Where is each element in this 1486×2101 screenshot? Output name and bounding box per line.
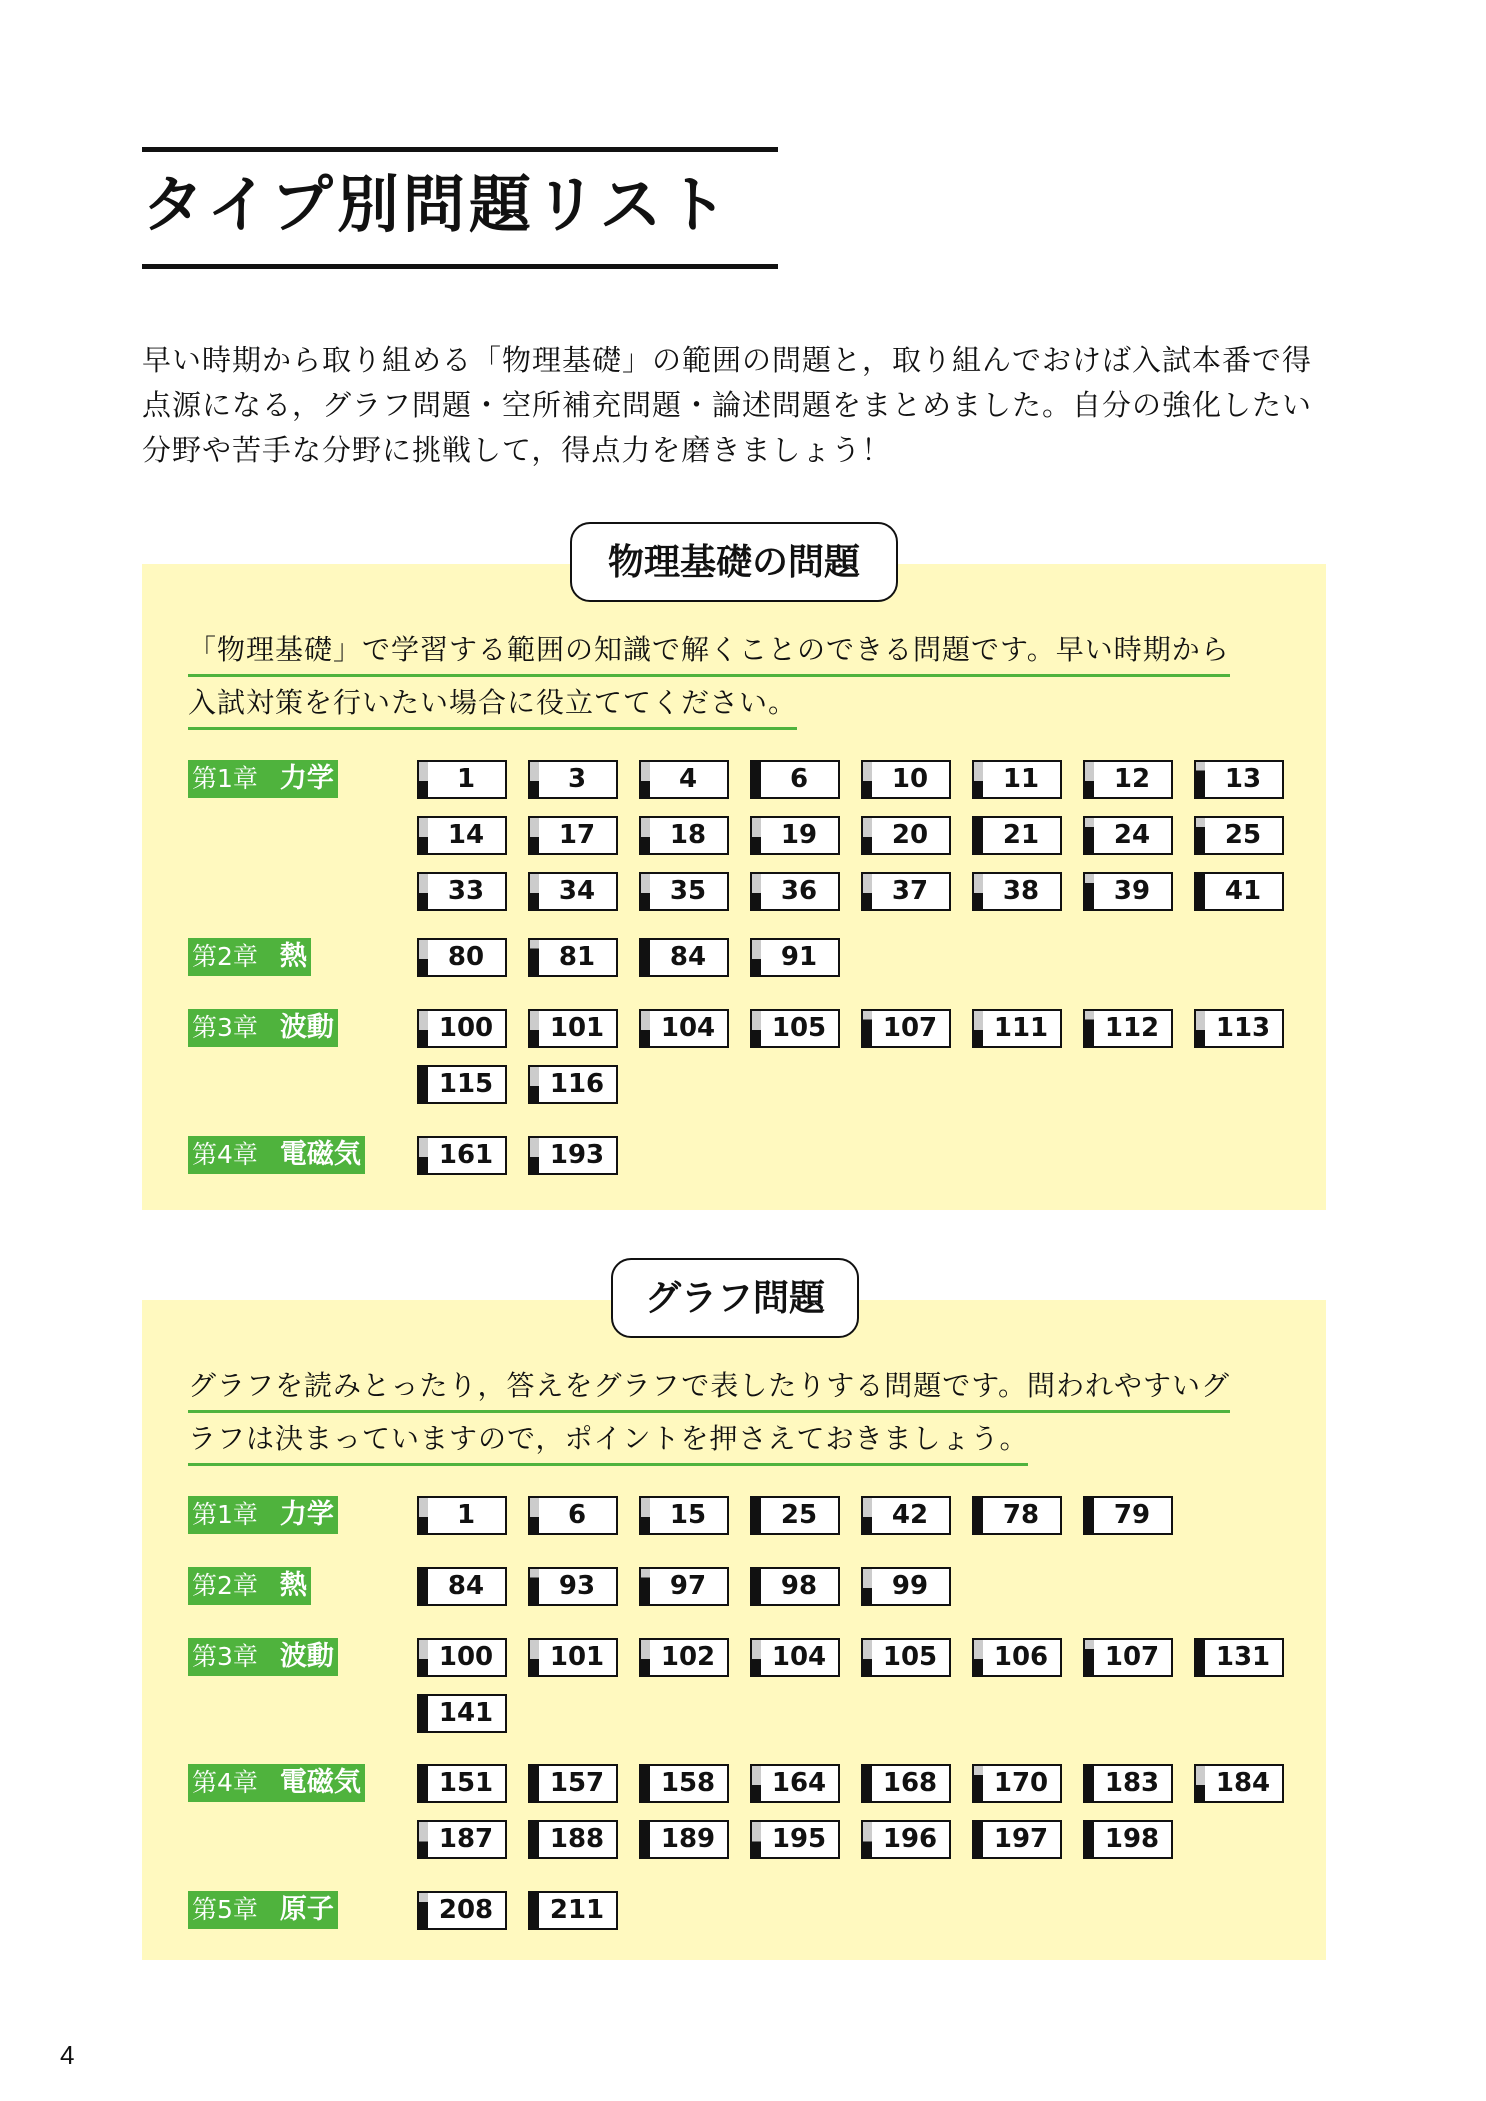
problem-tile — [528, 872, 618, 911]
chapter-number: 第2章 — [192, 1571, 258, 1600]
problem-tile — [1194, 1638, 1284, 1677]
problem-number: 100 — [438, 1013, 494, 1043]
difficulty-marker — [863, 762, 872, 797]
difficulty-marker — [530, 1498, 539, 1533]
chapter-name: 電磁気 — [279, 1139, 361, 1170]
problem-tile — [417, 1496, 507, 1535]
difficulty-marker — [863, 1569, 872, 1604]
problem-number: 84 — [669, 942, 707, 972]
problem-number: 105 — [882, 1642, 938, 1672]
difficulty-marker — [1196, 1011, 1205, 1046]
problem-number: 10 — [891, 764, 929, 794]
chapter-number: 第3章 — [192, 1642, 258, 1671]
problem-number: 106 — [993, 1642, 1049, 1672]
difficulty-marker — [752, 874, 761, 909]
problem-number: 11 — [1002, 764, 1040, 794]
problem-tile — [1083, 1009, 1173, 1048]
difficulty-marker — [419, 1893, 428, 1928]
problem-tile — [639, 1496, 729, 1535]
difficulty-marker — [974, 1822, 983, 1857]
problem-number: 189 — [660, 1824, 716, 1854]
problem-number: 6 — [789, 764, 809, 794]
difficulty-marker — [752, 762, 761, 797]
problem-number: 157 — [549, 1768, 605, 1798]
difficulty-marker — [530, 1067, 539, 1102]
difficulty-marker — [974, 1766, 983, 1801]
problem-tile — [528, 1891, 618, 1930]
difficulty-marker — [530, 940, 539, 975]
difficulty-marker — [1085, 1822, 1094, 1857]
problem-tile — [750, 1764, 840, 1803]
problem-number: 38 — [1002, 876, 1040, 906]
difficulty-marker — [974, 1498, 983, 1533]
problem-number: 13 — [1224, 764, 1262, 794]
problem-number: 1 — [456, 1500, 476, 1530]
problem-number: 97 — [669, 1571, 707, 1601]
intro-line: 点源になる，グラフ問題・空所補充問題・論述問題をまとめました。自分の強化したい — [142, 388, 1313, 422]
difficulty-marker — [419, 1067, 428, 1102]
problem-tile — [1083, 1638, 1173, 1677]
problem-tile — [861, 1009, 951, 1048]
problem-number: 81 — [558, 942, 596, 972]
problem-number: 211 — [549, 1895, 605, 1925]
difficulty-marker — [419, 1138, 428, 1173]
problem-tile — [861, 1496, 951, 1535]
problem-tile — [972, 760, 1062, 799]
difficulty-marker — [752, 1011, 761, 1046]
difficulty-marker — [641, 940, 650, 975]
problem-tile — [528, 816, 618, 855]
difficulty-marker — [752, 818, 761, 853]
difficulty-marker — [641, 1822, 650, 1857]
problem-tile — [639, 816, 729, 855]
problem-tile — [417, 816, 507, 855]
intro-line: 早い時期から取り組める「物理基礎」の範囲の問題と，取り組んでおけば入試本番で得 — [142, 343, 1313, 377]
problem-tile — [639, 1009, 729, 1048]
problem-number: 80 — [447, 942, 485, 972]
difficulty-marker — [641, 1011, 650, 1046]
problem-tile — [1083, 1820, 1173, 1859]
difficulty-marker — [752, 940, 761, 975]
problem-number: 183 — [1104, 1768, 1160, 1798]
problem-tile — [417, 1009, 507, 1048]
problem-tile — [1194, 1009, 1284, 1048]
problem-tile — [417, 938, 507, 977]
problem-number: 198 — [1104, 1824, 1160, 1854]
problem-number: 98 — [780, 1571, 818, 1601]
problem-number: 6 — [567, 1500, 587, 1530]
problem-tile — [528, 1638, 618, 1677]
chapter-label — [188, 760, 338, 798]
problem-tile — [750, 1638, 840, 1677]
difficulty-marker — [641, 818, 650, 853]
problem-tile — [417, 1764, 507, 1803]
difficulty-marker — [641, 1766, 650, 1801]
problem-number: 12 — [1113, 764, 1151, 794]
problem-tile — [417, 1567, 507, 1606]
difficulty-marker — [419, 1011, 428, 1046]
chapter-name: 力学 — [279, 763, 334, 794]
difficulty-marker — [530, 1766, 539, 1801]
problem-number: 39 — [1113, 876, 1151, 906]
problem-number: 99 — [891, 1571, 929, 1601]
problem-number: 25 — [1224, 820, 1262, 850]
problem-tile — [861, 1764, 951, 1803]
problem-number: 102 — [660, 1642, 716, 1672]
problem-tile — [528, 1567, 618, 1606]
difficulty-marker — [1085, 874, 1094, 909]
problem-tile — [1083, 1764, 1173, 1803]
problem-number: 161 — [438, 1140, 494, 1170]
difficulty-marker — [863, 874, 872, 909]
problem-tile — [750, 760, 840, 799]
problem-number: 33 — [447, 876, 485, 906]
problem-tile — [639, 1820, 729, 1859]
problem-tiles — [417, 1009, 1307, 1104]
problem-tile — [1194, 872, 1284, 911]
difficulty-marker — [863, 1498, 872, 1533]
problem-number: 107 — [1104, 1642, 1160, 1672]
problem-tile — [1194, 1764, 1284, 1803]
chapter-name: 波動 — [279, 1012, 334, 1043]
problem-number: 208 — [438, 1895, 494, 1925]
problem-number: 21 — [1002, 820, 1040, 850]
difficulty-marker — [1085, 1640, 1094, 1675]
difficulty-marker — [419, 1640, 428, 1675]
chapter-number: 第1章 — [192, 1500, 258, 1529]
chapter-name: 電磁気 — [279, 1767, 361, 1798]
difficulty-marker — [419, 1498, 428, 1533]
problem-tile — [972, 872, 1062, 911]
intro-text — [142, 338, 1342, 473]
chapter-label — [188, 1891, 338, 1929]
problem-tile — [528, 938, 618, 977]
chapter-name: 熱 — [279, 941, 307, 972]
chapter-number: 第1章 — [192, 764, 258, 793]
problem-number: 101 — [549, 1642, 605, 1672]
difficulty-marker — [530, 1569, 539, 1604]
section-graph-problems — [142, 1300, 1326, 1960]
problem-tile — [528, 1496, 618, 1535]
problem-number: 41 — [1224, 876, 1262, 906]
problem-tile — [639, 1567, 729, 1606]
problem-number: 19 — [780, 820, 818, 850]
chapter-name: 力学 — [279, 1499, 334, 1530]
problem-tile — [417, 1694, 507, 1733]
problem-number: 79 — [1113, 1500, 1151, 1530]
difficulty-marker — [1196, 1640, 1205, 1675]
problem-tile — [639, 1764, 729, 1803]
problem-tile — [750, 1496, 840, 1535]
problem-tiles — [417, 1638, 1307, 1733]
difficulty-marker — [752, 1766, 761, 1801]
difficulty-marker — [1196, 762, 1205, 797]
problem-number: 184 — [1215, 1768, 1271, 1798]
intro-line: 分野や苦手な分野に挑戦して，得点力を磨きましょう！ — [142, 433, 892, 467]
chapter-label — [188, 1764, 365, 1802]
problem-number: 84 — [447, 1571, 485, 1601]
problem-tile — [750, 872, 840, 911]
chapter-label — [188, 1638, 338, 1676]
chapter-name: 波動 — [279, 1641, 334, 1672]
problem-number: 101 — [549, 1013, 605, 1043]
chapter-name: 原子 — [279, 1894, 334, 1925]
problem-tile — [417, 1820, 507, 1859]
problem-tile — [639, 938, 729, 977]
problem-tile — [528, 760, 618, 799]
difficulty-marker — [974, 1011, 983, 1046]
difficulty-marker — [752, 1822, 761, 1857]
problem-number: 15 — [669, 1500, 707, 1530]
problem-tile — [528, 1820, 618, 1859]
problem-number: 37 — [891, 876, 929, 906]
chapter-label — [188, 1136, 365, 1174]
problem-number: 112 — [1104, 1013, 1160, 1043]
difficulty-marker — [863, 1011, 872, 1046]
problem-tiles — [417, 1567, 1307, 1606]
difficulty-marker — [641, 1498, 650, 1533]
problem-tile — [528, 1136, 618, 1175]
problem-tile — [528, 1009, 618, 1048]
problem-number: 158 — [660, 1768, 716, 1798]
problem-number: 116 — [549, 1069, 605, 1099]
problem-number: 1 — [456, 764, 476, 794]
problem-number: 170 — [993, 1768, 1049, 1798]
problem-number: 24 — [1113, 820, 1151, 850]
difficulty-marker — [863, 818, 872, 853]
difficulty-marker — [530, 1011, 539, 1046]
problem-tile — [750, 816, 840, 855]
problem-number: 104 — [660, 1013, 716, 1043]
problem-number: 113 — [1215, 1013, 1271, 1043]
problem-tile — [750, 1009, 840, 1048]
desc-line: グラフを読みとったり，答えをグラフで表したりする問題です。問われやすいグ — [188, 1362, 1230, 1413]
problem-number: 131 — [1215, 1642, 1271, 1672]
problem-number: 18 — [669, 820, 707, 850]
chapter-label — [188, 938, 311, 976]
difficulty-marker — [530, 1893, 539, 1928]
difficulty-marker — [530, 762, 539, 797]
page-title: タイプ別問題リスト — [142, 168, 732, 241]
difficulty-marker — [530, 818, 539, 853]
difficulty-marker — [419, 1569, 428, 1604]
problem-tiles — [417, 1136, 1307, 1175]
problem-tile — [861, 1567, 951, 1606]
problem-tile — [639, 760, 729, 799]
difficulty-marker — [1085, 762, 1094, 797]
problem-tile — [1194, 816, 1284, 855]
difficulty-marker — [974, 818, 983, 853]
problem-number: 42 — [891, 1500, 929, 1530]
difficulty-marker — [419, 1766, 428, 1801]
problem-tile — [750, 1820, 840, 1859]
problem-tile — [972, 1496, 1062, 1535]
problem-tile — [861, 1820, 951, 1859]
problem-tile — [972, 1764, 1062, 1803]
problem-number: 104 — [771, 1642, 827, 1672]
problem-number: 187 — [438, 1824, 494, 1854]
difficulty-marker — [1085, 1498, 1094, 1533]
problem-number: 78 — [1002, 1500, 1040, 1530]
problem-number: 164 — [771, 1768, 827, 1798]
problem-tile — [528, 1065, 618, 1104]
problem-number: 14 — [447, 820, 485, 850]
problem-number: 93 — [558, 1571, 596, 1601]
difficulty-marker — [752, 1498, 761, 1533]
difficulty-marker — [419, 818, 428, 853]
problem-tile — [861, 1638, 951, 1677]
difficulty-marker — [419, 1696, 428, 1731]
difficulty-marker — [1085, 1766, 1094, 1801]
problem-tile — [639, 1638, 729, 1677]
difficulty-marker — [1085, 818, 1094, 853]
difficulty-marker — [641, 874, 650, 909]
problem-tile — [417, 1065, 507, 1104]
difficulty-marker — [641, 1640, 650, 1675]
problem-number: 20 — [891, 820, 929, 850]
problem-tile — [1083, 760, 1173, 799]
problem-number: 100 — [438, 1642, 494, 1672]
problem-number: 168 — [882, 1768, 938, 1798]
chapter-label — [188, 1567, 311, 1605]
problem-tile — [528, 1764, 618, 1803]
page-number: 4 — [60, 2040, 75, 2070]
problem-number: 91 — [780, 942, 818, 972]
problem-number: 4 — [678, 764, 698, 794]
chapter-name: 熱 — [279, 1570, 307, 1601]
difficulty-marker — [419, 762, 428, 797]
problem-tile — [417, 1136, 507, 1175]
chapter-number: 第2章 — [192, 942, 258, 971]
section-physics-basics — [142, 564, 1326, 1210]
problem-number: 36 — [780, 876, 818, 906]
problem-tiles — [417, 760, 1307, 911]
problem-tile — [417, 1891, 507, 1930]
section-heading: グラフ問題 — [611, 1258, 859, 1338]
problem-number: 17 — [558, 820, 596, 850]
problem-tiles — [417, 1496, 1307, 1535]
difficulty-marker — [752, 1569, 761, 1604]
problem-number: 3 — [567, 764, 587, 794]
problem-number: 141 — [438, 1698, 494, 1728]
problem-tile — [1083, 816, 1173, 855]
section-description — [188, 624, 1230, 730]
desc-line: ラフは決まっていますので，ポイントを押さえておきましょう。 — [188, 1415, 1028, 1466]
desc-line: 入試対策を行いたい場合に役立ててください。 — [188, 679, 797, 730]
difficulty-marker — [419, 874, 428, 909]
problem-number: 197 — [993, 1824, 1049, 1854]
chapter-label — [188, 1496, 338, 1534]
problem-tile — [972, 1009, 1062, 1048]
chapter-number: 第4章 — [192, 1140, 258, 1169]
difficulty-marker — [1196, 818, 1205, 853]
problem-tile — [972, 1820, 1062, 1859]
problem-tile — [1194, 760, 1284, 799]
problem-tile — [417, 760, 507, 799]
problem-tiles — [417, 938, 1307, 977]
problem-number: 111 — [993, 1013, 1049, 1043]
chapter-label — [188, 1009, 338, 1047]
problem-number: 188 — [549, 1824, 605, 1854]
problem-number: 105 — [771, 1013, 827, 1043]
problem-number: 115 — [438, 1069, 494, 1099]
problem-tile — [750, 1567, 840, 1606]
problem-number: 193 — [549, 1140, 605, 1170]
difficulty-marker — [530, 1138, 539, 1173]
problem-number: 107 — [882, 1013, 938, 1043]
title-rule-box — [142, 147, 778, 269]
problem-tile — [972, 1638, 1062, 1677]
problem-number: 196 — [882, 1824, 938, 1854]
problem-number: 34 — [558, 876, 596, 906]
difficulty-marker — [974, 874, 983, 909]
difficulty-marker — [974, 762, 983, 797]
chapter-number: 第3章 — [192, 1013, 258, 1042]
problem-tile — [1083, 1496, 1173, 1535]
difficulty-marker — [641, 762, 650, 797]
problem-tile — [861, 816, 951, 855]
problem-tile — [972, 816, 1062, 855]
difficulty-marker — [530, 874, 539, 909]
difficulty-marker — [863, 1822, 872, 1857]
problem-tiles — [417, 1891, 1307, 1930]
problem-tile — [861, 760, 951, 799]
section-heading: 物理基礎の問題 — [570, 522, 898, 602]
difficulty-marker — [1196, 1766, 1205, 1801]
difficulty-marker — [641, 1569, 650, 1604]
difficulty-marker — [863, 1766, 872, 1801]
problem-tile — [417, 1638, 507, 1677]
difficulty-marker — [752, 1640, 761, 1675]
problem-number: 151 — [438, 1768, 494, 1798]
problem-tile — [417, 872, 507, 911]
difficulty-marker — [1085, 1011, 1094, 1046]
problem-tile — [1083, 872, 1173, 911]
difficulty-marker — [530, 1640, 539, 1675]
problem-tile — [750, 938, 840, 977]
difficulty-marker — [530, 1822, 539, 1857]
difficulty-marker — [419, 1822, 428, 1857]
difficulty-marker — [974, 1640, 983, 1675]
chapter-number: 第4章 — [192, 1768, 258, 1797]
difficulty-marker — [1196, 874, 1205, 909]
difficulty-marker — [419, 940, 428, 975]
chapter-number: 第5章 — [192, 1895, 258, 1924]
problem-tiles — [417, 1764, 1307, 1859]
section-description — [188, 1360, 1230, 1466]
problem-tile — [861, 872, 951, 911]
difficulty-marker — [863, 1640, 872, 1675]
problem-number: 25 — [780, 1500, 818, 1530]
problem-tile — [639, 872, 729, 911]
problem-number: 35 — [669, 876, 707, 906]
desc-line: 「物理基礎」で学習する範囲の知識で解くことのできる問題です。早い時期から — [188, 626, 1230, 677]
problem-number: 195 — [771, 1824, 827, 1854]
